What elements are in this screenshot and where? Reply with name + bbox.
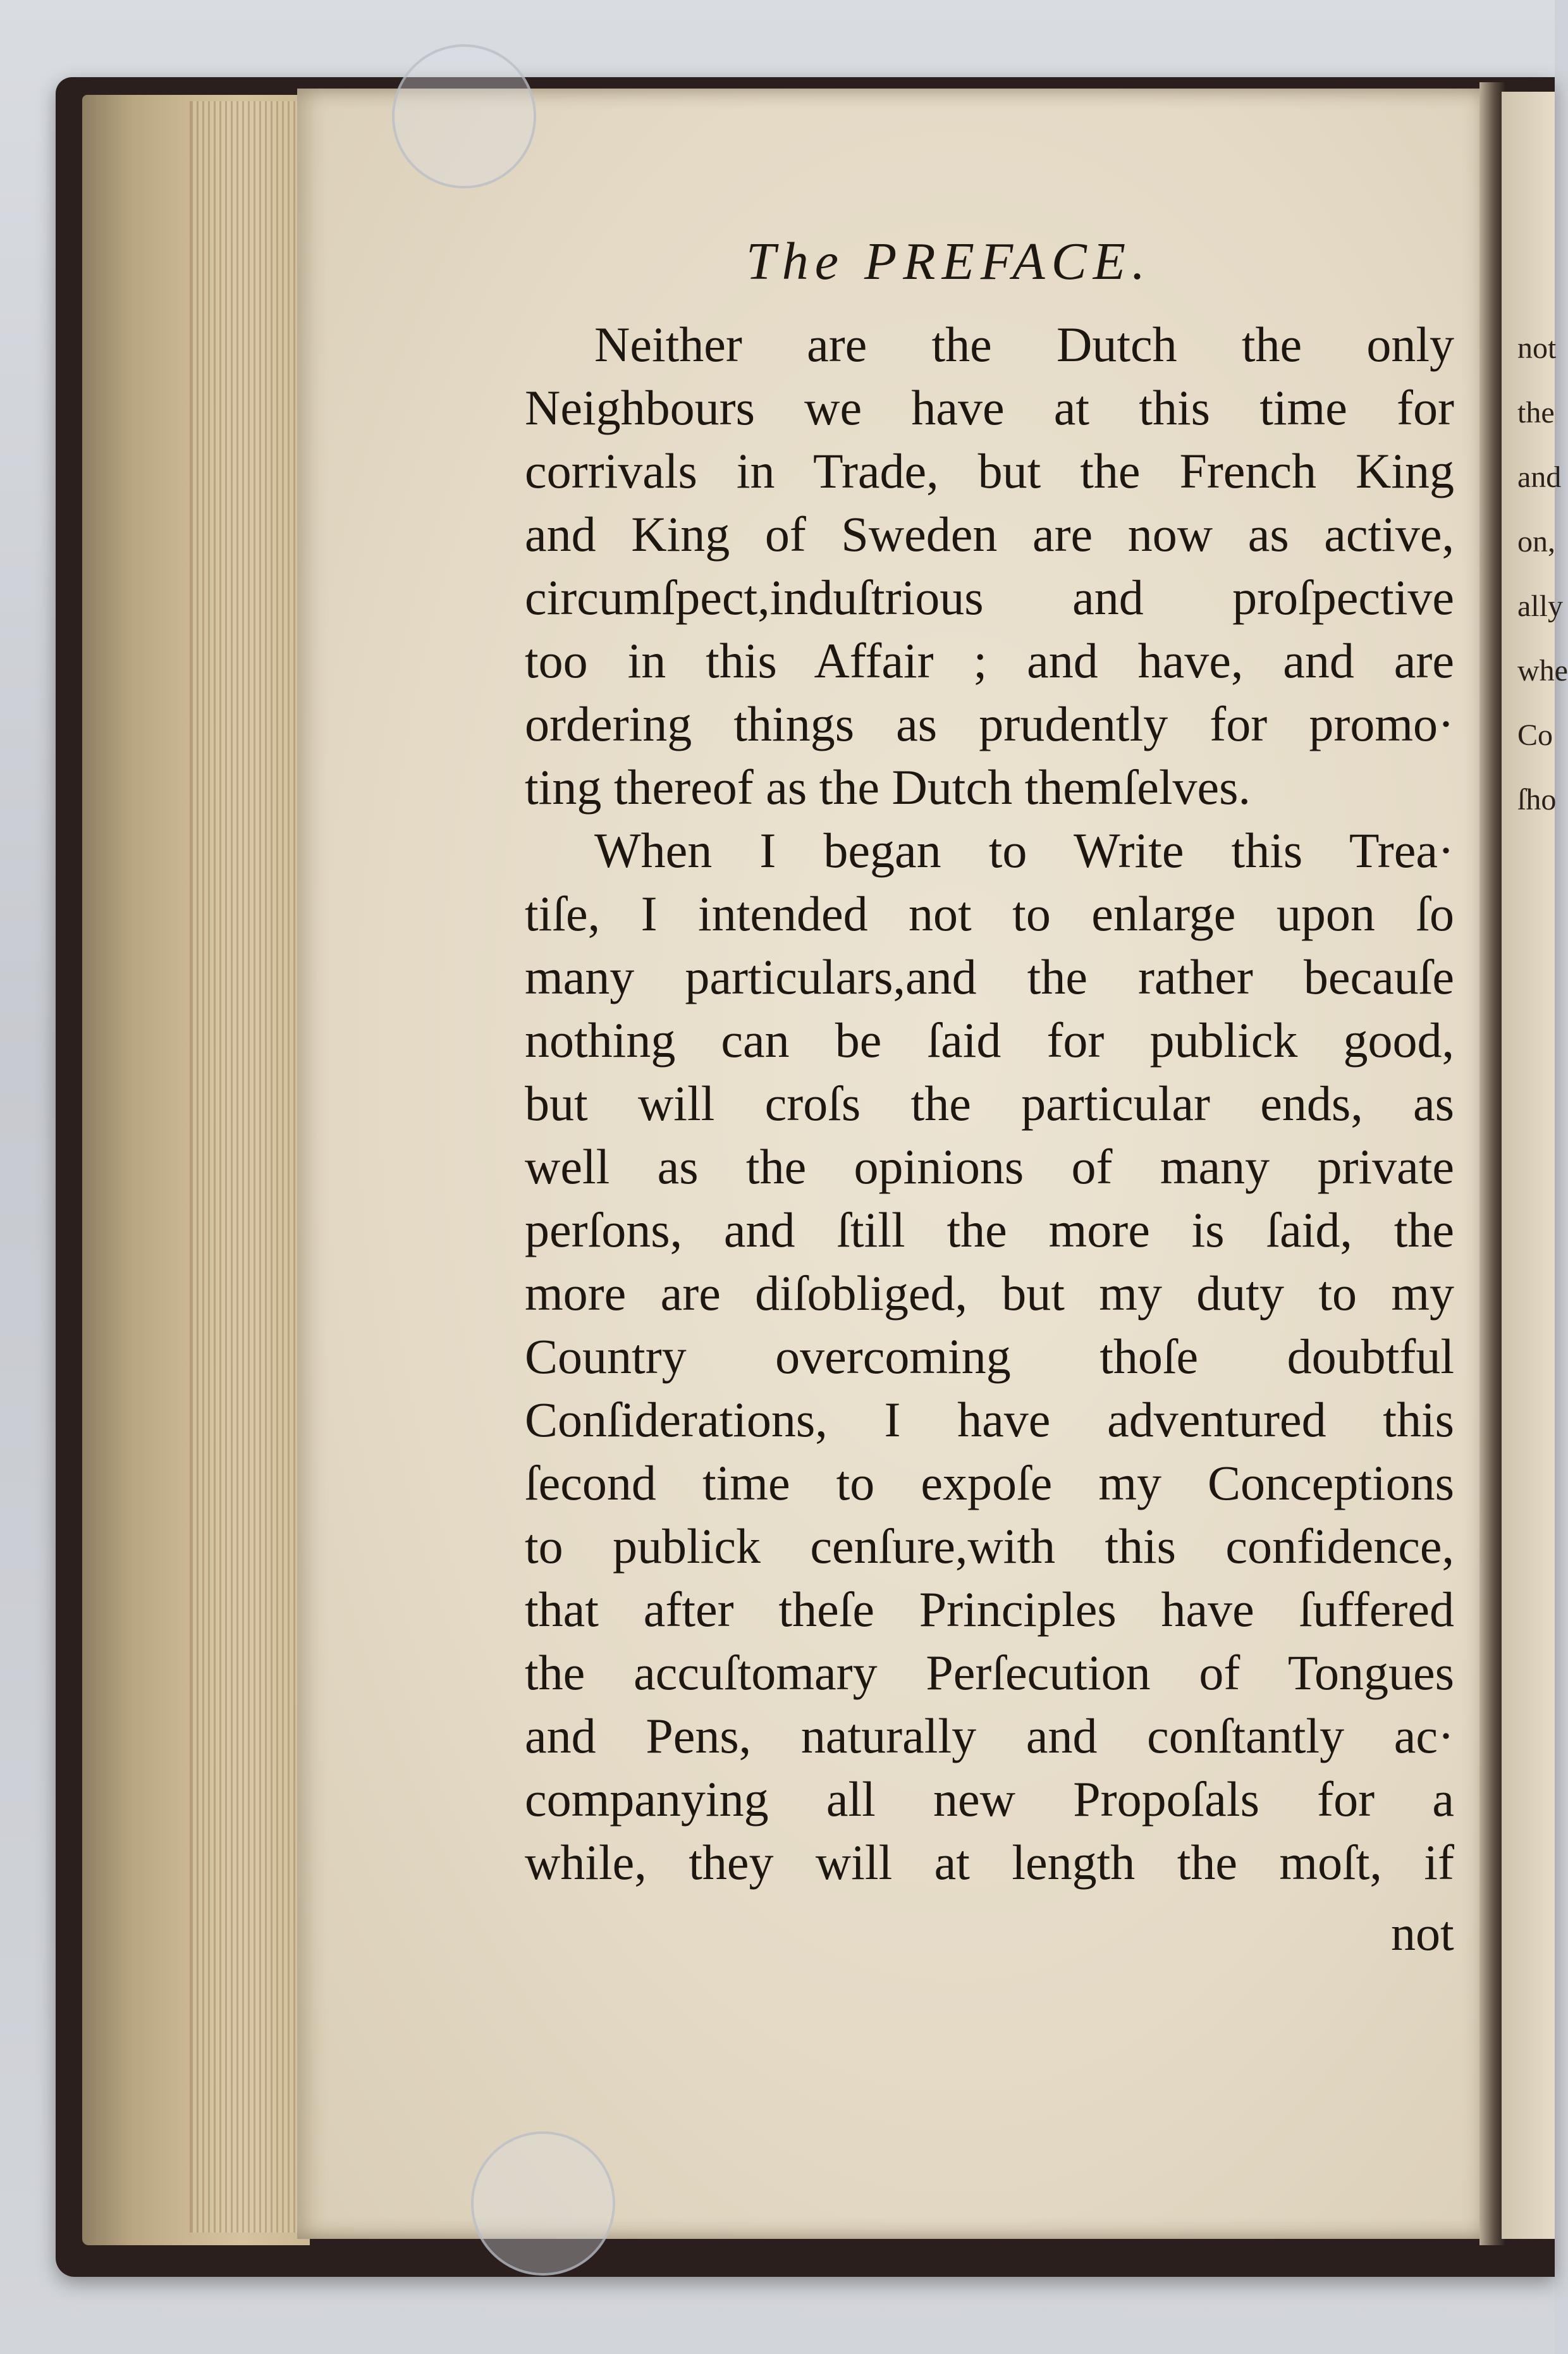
text-line: nothing can be ſaid for publick good,	[525, 1013, 1454, 1068]
page-edge-lines	[190, 101, 298, 2233]
facing-fragment: not	[1517, 331, 1557, 365]
facing-fragment: the	[1517, 396, 1555, 429]
text-line: ting thereof as the Dutch themſelves.	[525, 760, 1251, 815]
text-line: the accuſtomary Perſecution of Tongues	[525, 1645, 1454, 1700]
running-head: The PREFACE.	[746, 232, 1152, 291]
page-clip-bottom	[471, 2131, 615, 2276]
facing-page-fragments	[1517, 316, 1568, 832]
text-line: tiſe, I intended not to enlarge upon ſo	[525, 886, 1454, 941]
text-line: too in this Affair ; and have, and are	[525, 633, 1454, 688]
text-line: Neither are the Dutch the only	[594, 317, 1454, 372]
text-line: Conſiderations, I have adventured this	[525, 1392, 1454, 1447]
text-line: ſecond time to expoſe my Conceptions	[525, 1455, 1454, 1510]
text-line: ordering things as prudently for promo·	[525, 696, 1454, 751]
text-line: but will croſs the particular ends, as	[525, 1076, 1454, 1131]
text-line: circumſpect,induſtrious and proſpective	[525, 570, 1454, 625]
facing-fragment: ſho	[1517, 783, 1557, 817]
text-line: When I began to Write this Trea·	[594, 823, 1454, 878]
facing-fragment: whe	[1517, 654, 1568, 687]
body-text	[525, 313, 1454, 1894]
text-line: while, they will at length the moſt, if	[525, 1835, 1454, 1890]
text-line: well as the opinions of many private	[525, 1139, 1454, 1194]
text-line: and King of Sweden are now as active,	[525, 507, 1454, 562]
text-line: companying all new Propoſals for a	[525, 1772, 1454, 1827]
text-line: more are diſobliged, but my duty to my	[525, 1266, 1454, 1321]
text-line: Country overcoming thoſe doubtful	[525, 1329, 1454, 1384]
text-line: Neighbours we have at this time for	[525, 380, 1454, 435]
text-line: many particulars,and the rather becauſe	[525, 949, 1454, 1004]
catchword: not	[1391, 1906, 1454, 1961]
text-line: corrivals in Trade, but the French King	[525, 443, 1454, 498]
text-line: and Pens, naturally and conſtantly ac·	[525, 1708, 1454, 1763]
facing-fragment: Co	[1517, 718, 1553, 752]
text-line: perſons, and ſtill the more is ſaid, the	[525, 1202, 1454, 1257]
facing-fragment: ally	[1517, 589, 1563, 623]
page-clip-top	[392, 44, 536, 188]
facing-fragment: and	[1517, 460, 1562, 494]
facing-fragment: on,	[1517, 525, 1555, 558]
book-gutter	[1479, 82, 1505, 2245]
text-line: to publick cenſure,with this confidence,	[525, 1519, 1454, 1574]
text-line: that after theſe Principles have ſuffered	[525, 1582, 1454, 1637]
